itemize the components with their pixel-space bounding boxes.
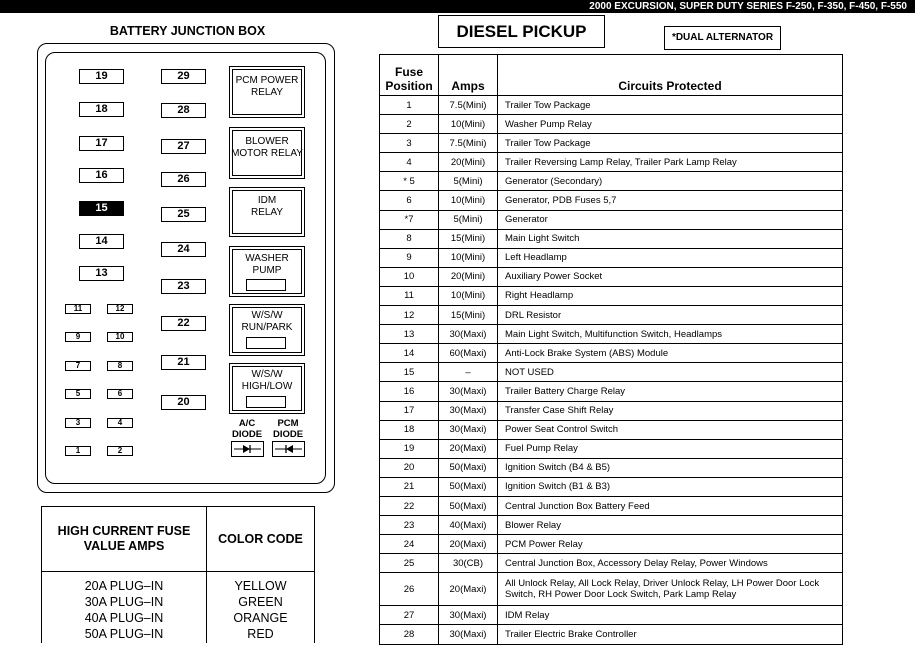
fuse-table-row [380,458,843,477]
fuse-25: 25 [161,207,206,222]
circuits-cell: IDM Relay [498,606,843,625]
relay-washer-pump [229,246,305,297]
circuits-cell: Trailer Tow Package [498,96,843,115]
circuits-cell: Auxiliary Power Socket [498,267,843,286]
header-circuits: Circuits Protected [498,55,843,96]
fuse-table-row [380,516,843,535]
pcm-diode-icon [272,441,305,457]
fuse-position-cell: 23 [380,516,439,535]
fuse-position-cell: 22 [380,496,439,515]
fuse-27: 27 [161,139,206,154]
circuits-cell: Fuel Pump Relay [498,439,843,458]
relay-washer-pump-label: WASHER PUMP [245,253,289,276]
fuse-table-row [380,325,843,344]
fuse-position-cell: 21 [380,477,439,496]
fuse-16: 16 [79,168,124,183]
fuse-position-cell: 26 [380,573,439,606]
circuits-cell: Right Headlamp [498,286,843,305]
ac-diode-label: A/C DIODE [231,418,263,440]
circuits-cell: Trailer Battery Charge Relay [498,382,843,401]
fuse-table-row [380,477,843,496]
fuse-table-row [380,573,843,606]
fuse-amps-cell: 50(Maxi) [439,496,498,515]
fuse-table-row [380,420,843,439]
circuits-cell: Anti-Lock Brake System (ABS) Module [498,344,843,363]
fuse-20: 20 [161,395,206,410]
pcm-diode-label: PCM DIODE [272,418,304,440]
mini-fuse-9: 9 [65,332,91,342]
circuits-cell: Main Light Switch, Multifunction Switch, Headlamps [498,325,843,344]
fuse-position-cell: * 5 [380,172,439,191]
fuse-amps-cell: 15(Mini) [439,229,498,248]
fuse-14: 14 [79,234,124,249]
fuse-26: 26 [161,172,206,187]
fuse-table-row [380,248,843,267]
relay-wsw-high-low-label: W/S/W HIGH/LOW [241,369,293,392]
hc-amps: 20A PLUG–IN [84,579,164,593]
fuse-position-cell: 8 [380,229,439,248]
fuse-position-cell: 11 [380,286,439,305]
circuits-cell: Main Light Switch [498,229,843,248]
mini-fuse-2: 2 [107,446,133,456]
fuse-21: 21 [161,355,206,370]
circuits-cell: Transfer Case Shift Relay [498,401,843,420]
battery-junction-box-title: BATTERY JUNCTION BOX [109,24,266,38]
fuse-22: 22 [161,316,206,331]
hc-color: ORANGE [233,611,288,625]
fuse-table-row [380,153,843,172]
mini-fuse-11: 11 [65,304,91,314]
relay-blower-motor [229,127,305,179]
relay-pcm-power-label: PCM POWER RELAY [235,75,299,98]
fuse-19: 19 [79,69,124,84]
fuse-table-row [380,96,843,115]
mini-fuse-8: 8 [107,361,133,371]
ac-diode-icon [231,441,264,457]
fuse-table-row [380,191,843,210]
hc-amps-column [42,572,207,644]
relay-wsw-high-low [229,363,305,414]
fuse-table-row [380,306,843,325]
circuits-cell: PCM Power Relay [498,535,843,554]
fuse-table-row [380,286,843,305]
fuse-amps-cell: 7.5(Mini) [439,96,498,115]
fuse-position-cell: *7 [380,210,439,229]
fuse-position-cell: 20 [380,458,439,477]
header-color-code: COLOR CODE [207,507,315,572]
fuse-amps-cell: 30(Maxi) [439,625,498,644]
fuse-position-cell: 25 [380,554,439,573]
fuse-position-cell: 6 [380,191,439,210]
fuse-table-row [380,344,843,363]
fuse-amps-cell: 10(Mini) [439,286,498,305]
fuse-table-row [380,554,843,573]
relay-pcm-power [229,66,305,118]
fuse-18: 18 [79,102,124,117]
fuse-13: 13 [79,266,124,281]
fuse-table-row [380,210,843,229]
fuse-table-row [380,267,843,286]
fuse-position-cell: 13 [380,325,439,344]
fuse-24: 24 [161,242,206,257]
fuse-position-cell: 27 [380,606,439,625]
fuse-amps-cell: 40(Maxi) [439,516,498,535]
relay-wsw-high-low-slot [246,396,286,408]
fuse-table-row [380,535,843,554]
mini-fuse-4: 4 [107,418,133,428]
circuits-cell: Ignition Switch (B4 & B5) [498,458,843,477]
circuits-cell: Central Junction Box Battery Feed [498,496,843,515]
fuse-amps-cell: 30(Maxi) [439,606,498,625]
header-amps: Amps [439,55,498,96]
circuits-cell: Left Headlamp [498,248,843,267]
circuits-cell: Generator [498,210,843,229]
fuse-amps-cell: 60(Maxi) [439,344,498,363]
fuse-29: 29 [161,69,206,84]
hc-amps: 50A PLUG–IN [84,627,164,641]
circuits-cell: Generator (Secondary) [498,172,843,191]
fuse-position-cell: 10 [380,267,439,286]
fuse-amps-cell: 10(Mini) [439,191,498,210]
relay-wsw-run-park-label: W/S/W RUN/PARK [241,310,293,333]
fuse-table-row [380,229,843,248]
fuse-amps-cell: 7.5(Mini) [439,134,498,153]
relay-washer-pump-slot [246,279,286,291]
fuse-amps-cell: 30(CB) [439,554,498,573]
relay-idm-label: IDM RELAY [250,195,284,218]
high-current-table [41,506,315,643]
relay-blower-motor-label: BLOWER MOTOR RELAY [231,136,303,159]
fuse-28: 28 [161,103,206,118]
dual-alternator-note: *DUAL ALTERNATOR [664,26,781,50]
fuse-amps-cell: 50(Maxi) [439,458,498,477]
fuse-table-row [380,363,843,382]
fuse-position-cell: 9 [380,248,439,267]
circuits-cell: Central Junction Box, Accessory Delay Relay, Power Windows [498,554,843,573]
fuse-table-row [380,401,843,420]
circuits-cell: Washer Pump Relay [498,115,843,134]
circuits-cell: NOT USED [498,363,843,382]
fuse-position-cell: 18 [380,420,439,439]
fuse-amps-cell: 50(Maxi) [439,477,498,496]
circuits-cell: All Unlock Relay, All Lock Relay, Driver Unlock Relay, LH Power Door Lock Switch, RH Power Door Lock Switch, Park Lamp Relay [498,573,843,606]
hc-color: RED [247,627,274,641]
circuits-cell: Trailer Tow Package [498,134,843,153]
hc-amps: 40A PLUG–IN [84,611,164,625]
fuse-table-row [380,172,843,191]
mini-fuse-6: 6 [107,389,133,399]
fuse-table-row [380,496,843,515]
fuse-amps-cell: 15(Mini) [439,306,498,325]
fuse-table-row [380,439,843,458]
mini-fuse-7: 7 [65,361,91,371]
fuse-table-row [380,134,843,153]
header-fuse-position: Fuse Position [380,55,439,96]
fuse-amps-cell: 30(Maxi) [439,401,498,420]
mini-fuse-10: 10 [107,332,133,342]
fuse-table-row [380,382,843,401]
circuits-cell: DRL Resistor [498,306,843,325]
fuse-table-row [380,606,843,625]
fuse-table-row [380,625,843,644]
circuits-cell: Generator, PDB Fuses 5,7 [498,191,843,210]
fuse-amps-cell: 30(Maxi) [439,325,498,344]
fuse-position-cell: 1 [380,96,439,115]
fuse-amps-cell: 20(Mini) [439,153,498,172]
fuse-position-cell: 16 [380,382,439,401]
mini-fuse-12: 12 [107,304,133,314]
circuits-cell: Ignition Switch (B1 & B3) [498,477,843,496]
fuse-position-cell: 3 [380,134,439,153]
circuits-cell: Trailer Reversing Lamp Relay, Trailer Park Lamp Relay [498,153,843,172]
hc-amps: 30A PLUG–IN [84,595,164,609]
fuse-position-cell: 17 [380,401,439,420]
fuse-position-cell: 12 [380,306,439,325]
fuse-position-cell: 2 [380,115,439,134]
fuse-position-cell: 4 [380,153,439,172]
fuse-amps-cell: 10(Mini) [439,115,498,134]
hc-color-column [207,572,315,644]
fuse-amps-cell: 20(Maxi) [439,573,498,606]
fuse-position-cell: 14 [380,344,439,363]
fuse-15: 15 [79,201,124,216]
fuse-amps-cell: 30(Maxi) [439,382,498,401]
mini-fuse-5: 5 [65,389,91,399]
model-header: 2000 EXCURSION, SUPER DUTY SERIES F-250, F-350, F-450, F-550 [0,0,915,13]
fuse-17: 17 [79,136,124,151]
fuse-position-cell: 19 [380,439,439,458]
relay-wsw-run-park [229,304,305,356]
fuse-amps-cell: 10(Mini) [439,248,498,267]
circuits-cell: Power Seat Control Switch [498,420,843,439]
fuse-amps-cell: 30(Maxi) [439,420,498,439]
fuse-table-row [380,115,843,134]
fuse-amps-cell: 5(Mini) [439,172,498,191]
fuse-amps-cell: 5(Mini) [439,210,498,229]
relay-idm [229,187,305,237]
circuits-cell: Blower Relay [498,516,843,535]
fuse-position-cell: 24 [380,535,439,554]
header-high-current-amps: HIGH CURRENT FUSE VALUE AMPS [42,507,207,572]
fuse-amps-cell: 20(Maxi) [439,535,498,554]
relay-wsw-run-park-slot [246,337,286,349]
fuse-amps-cell: 20(Mini) [439,267,498,286]
fuse-position-cell: 15 [380,363,439,382]
fuse-position-cell: 28 [380,625,439,644]
mini-fuse-1: 1 [65,446,91,456]
circuits-cell: Trailer Electric Brake Controller [498,625,843,644]
fuse-table [379,54,843,645]
hc-color: YELLOW [234,579,287,593]
mini-fuse-3: 3 [65,418,91,428]
hc-color: GREEN [238,595,283,609]
fuse-23: 23 [161,279,206,294]
fuse-amps-cell: 20(Maxi) [439,439,498,458]
fuse-amps-cell: – [439,363,498,382]
diesel-pickup-title: DIESEL PICKUP [438,15,605,48]
